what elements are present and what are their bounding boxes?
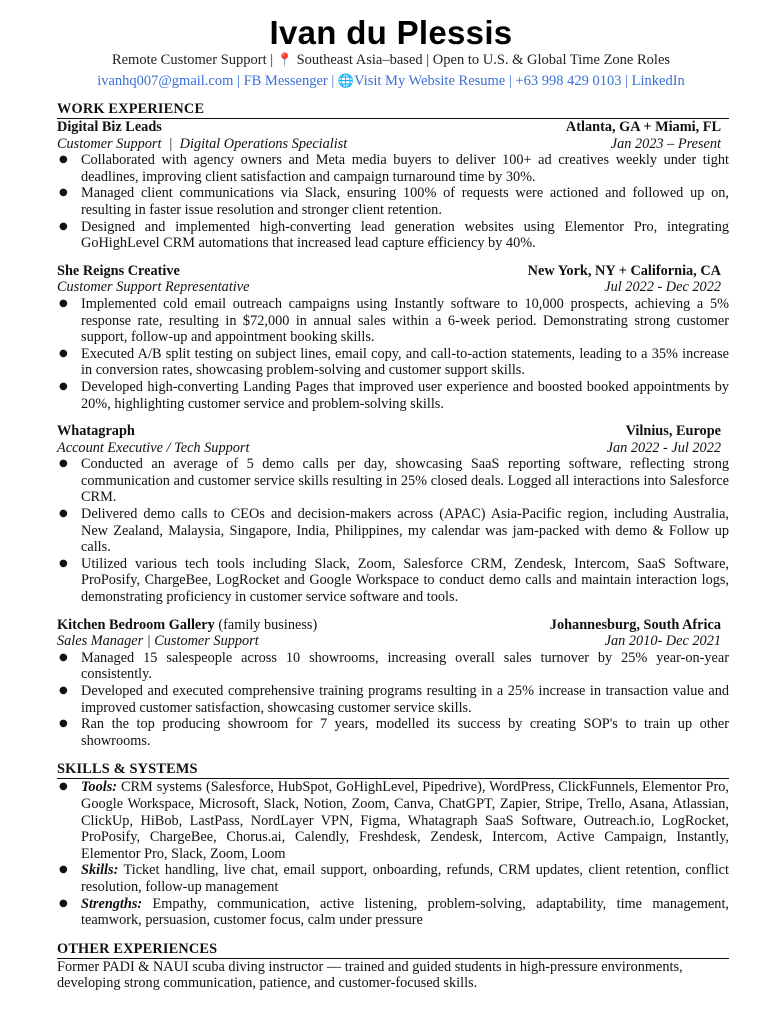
job-header xyxy=(57,119,729,136)
job-role: Sales Manager | Customer Support xyxy=(57,633,259,650)
bullet-item: ● Developed high-converting Landing Pages that improved user experience and boosted booked appointments by 20%, highlighting customer service and problem-solving skills. xyxy=(57,379,729,412)
website-link[interactable]: Visit My Website Resume xyxy=(354,73,506,89)
job-header xyxy=(57,263,729,280)
skills-label: Skills: xyxy=(81,862,119,879)
section-title-other: OTHER EXPERIENCES xyxy=(57,941,729,959)
skills-item-skills xyxy=(57,862,729,895)
job-location: Vilnius, Europe xyxy=(625,423,721,440)
bullet-item: ● Executed A/B split testing on subject lines, email copy, and call-to-action statements, leading to a 35% increase in conversion rates, showcasing problem-solving and customer support skills. xyxy=(57,346,729,379)
job-dates: Jul 2022 - Dec 2022 xyxy=(604,279,721,296)
email-link[interactable]: ivanhq007@gmail.com xyxy=(97,73,234,89)
job-subheader xyxy=(57,136,729,153)
job-header xyxy=(57,423,729,440)
job-location: Johannesburg, South Africa xyxy=(549,616,721,633)
company-label: Kitchen Bedroom Gallery xyxy=(57,616,215,633)
bullet-item: ● Designed and implemented high-converting lead generation websites using Elementor Pro, integrating GoHighLevel CRM automations that increased lead capture efficiency by 40%. xyxy=(57,219,729,252)
skills-text: Ticket handling, live chat, email support, onboarding, refunds, CRM updates, client retention, conflict resolution, follow-up management xyxy=(81,862,729,895)
candidate-name: Ivan du Plessis xyxy=(269,14,513,51)
fb-messenger-link[interactable]: FB Messenger xyxy=(243,73,328,89)
company-name xyxy=(57,119,162,136)
job-location: New York, NY + California, CA xyxy=(527,262,721,279)
job-bullets xyxy=(57,152,729,252)
bullet-item: ● Delivered demo calls to CEOs and decision-makers across (APAC) Asia-Pacific region, including Australia, New Zealand, Malaysia, Singapore, India, Philippines, my calendar was jam-packed with demo & Follow up calls. xyxy=(57,506,729,556)
skills-text: CRM systems (Salesforce, HubSpot, GoHighLevel, Pipedrive), WordPress, ClickFunnels, Elementor Pro, Google Workspace, Microsoft, Slack, Notion, Zoom, Canva, ChatGPT, Zapier, Stripe, Trello, Asana, Atlassian, ClickUp, HiBob, LastPass, NordLayer VPN, Figma, Whatagraph SaaS Software, Outreach.io, LogRocket, ProPosify, ChargeBee, Chorus.ai, Calendly, Freshdesk, Zendesk, Intercom, Active Campaign, Instantly, Elementor Pro, Slack, Zoom, Loom xyxy=(81,779,729,862)
job-entry xyxy=(57,263,729,412)
skills-item-tools xyxy=(57,779,729,862)
section-title-work: WORK EXPERIENCE xyxy=(57,101,729,119)
other-experience-text: Former PADI & NAUI scuba diving instructor — trained and guided students in high-pressure environments, developing strong communication, patience, and customer-focused skills. xyxy=(57,958,683,992)
job-subheader xyxy=(57,440,729,457)
company-name xyxy=(57,617,317,634)
bullet-item: ● Conducted an average of 5 demo calls per day, showcasing SaaS reporting software, reflecting strong communication and customer service skills resulting in 25% closed deals. Logged all interactions into Salesforce CRM. xyxy=(57,456,729,506)
job-dates: Jan 2022 - Jul 2022 xyxy=(606,439,721,456)
skills-text: Empathy, communication, active listening, problem-solving, adaptability, time management, teamwork, persuasion, customer focus, calm under pressure xyxy=(81,895,729,929)
skills-label: Tools: xyxy=(81,779,118,796)
job-subheader xyxy=(57,633,729,650)
company-name: She Reigns Creative xyxy=(57,262,180,279)
bullet-item: ● Developed and executed comprehensive training programs resulting in a 25% increase in transaction value and improved customer satisfaction, showcasing customer service skills. xyxy=(57,683,729,716)
bullet-item: ● Managed 15 salespeople across 10 showrooms, increasing overall sales turnover by 25% year-on-year consistently. xyxy=(57,650,729,683)
job-dates: Jan 2023 – Present xyxy=(610,135,721,152)
job-entry xyxy=(57,617,729,750)
job-bullets xyxy=(57,296,729,412)
skills-label: Strengths: xyxy=(81,895,143,912)
globe-icon: 🌐 xyxy=(337,74,355,89)
location-pin-icon: 📍 xyxy=(276,53,293,68)
contact-separator: | xyxy=(621,73,632,89)
job-role: Account Executive / Tech Support xyxy=(57,439,250,456)
job-bullets xyxy=(57,456,729,605)
company-note: (family business) xyxy=(214,616,318,633)
bullet-item: ● Collaborated with agency owners and Meta media buyers to deliver 100+ ad creatives weekly under tight deadlines, improving client satisfaction and campaign turnaround time by 30%. xyxy=(57,152,729,185)
company-label: Digital Biz Leads xyxy=(57,119,162,135)
contact-separator: | xyxy=(505,73,516,89)
job-bullets xyxy=(57,650,729,750)
job-role: Customer Support Representative xyxy=(57,279,250,296)
bullet-item: ● Implemented cold email outreach campaigns using Instantly software to 10,000 prospects, achieving a 5% response rate, resulting in $72,000 in annual sales within a 6-week period. Demonstrating strong customer support, follow-up and appointment booking skills. xyxy=(57,296,729,346)
bullet-item: ● Utilized various tech tools including Slack, Zoom, Salesforce CRM, Zendesk, Intercom, SaaS Software, ProPosify, ChargeBee, LogRocket and Google Workspace to conduct demo calls and maintain interaction logs, demonstrating proficiency in customer service software and tools. xyxy=(57,556,729,606)
linkedin-link[interactable]: LinkedIn xyxy=(631,73,685,89)
job-dates: Jan 2010- Dec 2021 xyxy=(604,633,721,650)
section-title-skills: SKILLS & SYSTEMS xyxy=(57,761,729,779)
bullet-item: ● Managed client communications via Slack, ensuring 100% of requests were actioned and followed up on, resulting in faster issue resolution and stronger client retention. xyxy=(57,185,729,218)
job-location: Atlanta, GA + Miami, FL xyxy=(565,119,721,135)
contact-separator: | xyxy=(233,73,244,89)
job-role: Customer Support | Digital Operations Specialist xyxy=(57,135,348,152)
job-subheader xyxy=(57,279,729,296)
contact-line xyxy=(0,72,782,91)
headline-role: Remote Customer Support | xyxy=(111,52,277,68)
skills-item-strengths xyxy=(57,896,729,929)
contact-separator: | xyxy=(327,73,338,89)
job-header xyxy=(57,617,729,634)
skills-list xyxy=(57,779,729,928)
bullet-item: ● Ran the top producing showroom for 7 years, modelled its success by creating SOP's to train up other showrooms. xyxy=(57,716,729,749)
phone-link[interactable]: +63 998 429 0103 xyxy=(515,73,622,89)
resume-body xyxy=(57,101,729,992)
company-name: Whatagraph xyxy=(57,423,135,440)
job-entry xyxy=(57,423,729,606)
headline xyxy=(0,51,782,70)
headline-location: Southeast Asia–based | Open to U.S. & Global Time Zone Roles xyxy=(292,52,671,68)
job-entry xyxy=(57,119,729,252)
